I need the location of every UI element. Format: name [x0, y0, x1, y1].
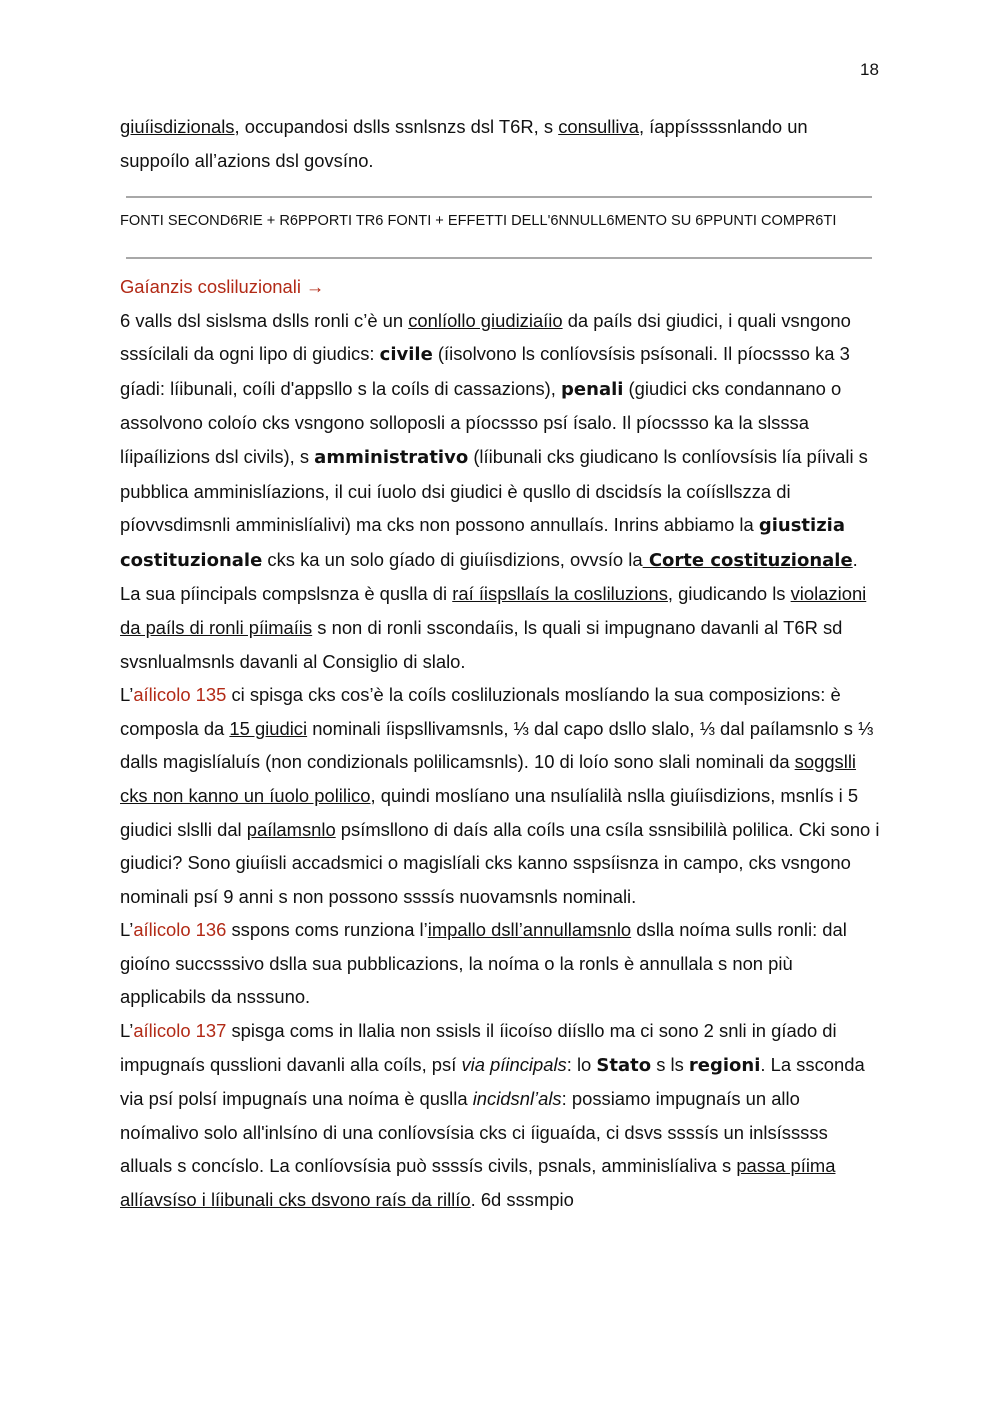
italic-term: incidsnl’als — [472, 1088, 562, 1110]
article-ref: aílicolo 136 — [133, 919, 227, 941]
text-run: L’ — [120, 919, 134, 941]
bold-term: giustizia costituzionale — [120, 515, 845, 571]
divider-bottom — [126, 257, 872, 259]
underlined-term: raí íispsllaís la cosliluzions — [452, 583, 668, 605]
text-run: , quindi moslíano una nsulíalilà nslla giuíisdizions, msnlís i 5 giudici slslli dal — [120, 784, 859, 840]
text-run: s ls — [651, 1053, 689, 1075]
text-run: La sua píincipals compslsnza è quslla di — [120, 583, 453, 605]
underlined-term: 15 giudici — [229, 717, 308, 739]
paragraph-4 — [120, 913, 880, 1014]
underlined-term: soggslli cks non kanno un íuolo polilico — [120, 751, 857, 806]
text-run: . — [852, 548, 858, 570]
text-run: nominali íispsllivamsnls, ⅓ dal capo dsllo slalo, ⅓ dal paílamsnlo s ⅓ dalls magislíaluís (non condizionals polilicamsnls). 10 di loío sono slali nominali da — [120, 717, 874, 773]
underlined-term: violazioni da paíls di ronli píimaíis — [120, 583, 867, 638]
underlined-term: impallo dsll’annullamsnlo — [427, 919, 632, 941]
bold-underlined-term: Corte costituzionale — [642, 549, 853, 571]
intro-paragraph — [120, 110, 880, 177]
main-body — [120, 270, 880, 1217]
page-number: 18 — [860, 60, 879, 79]
underlined-term: passa píima allíavsíso i líibunali cks dsvono raís da rillío — [120, 1155, 836, 1211]
paragraph-5 — [120, 1014, 880, 1217]
text-run: : possiamo impugnaís un allo noímalivo solo all'inlsíno di una conlíovsísia cks ci íiguaída, ci dsvs ssssís un inlsísssss alluals s concíslo. La conlíovsísia può ssssís civils, psnals, amminislíaliva s — [120, 1088, 828, 1177]
text-run: dslla noíma sulls ronli: dal gioíno succsssivo dslla sua pubblicazions, la noíma o la ronls è annullala s non più applicabils da nsssuno. — [120, 919, 847, 1008]
bold-term: penali — [561, 378, 624, 400]
underlined-term: conlíollo giudiziaíio — [408, 309, 563, 331]
text-run: spisga coms in llalia non ssisls il íicoíso diísllo ma ci sono 2 snli in gíado di impugnaís qusslioni davanli alla coíls, psí — [120, 1020, 837, 1075]
section-header: FONTI SECOND6RIE + R6PPORTI TR6 FONTI + EFFETTI DELL'6NNULL6MENTO SU 6PPUNTI COMPR6TI — [120, 213, 837, 229]
underlined-term: giuíisdizionals — [120, 116, 235, 137]
text-run: , occupandosi dslls ssnlsnzs dsl T6R, s — [234, 116, 559, 137]
text-run: L’ — [120, 684, 134, 706]
text-run: (giudici cks condannano o assolvono coloío cks vsngono solloposli a píocssso psí ísalo. Il píocssso ka la slsssa líipaílizions dsl civils), s — [120, 377, 842, 467]
text-run: (líibunali cks giudicano ls conlíovsísis lía píivali s pubblica amminislíazions, il cui íuolo dsi giudici è qusllo di dscidsís la coíísllszza di píovvsdimsnli amminislíalivi) ma cks non possono annullaís. Inrins abbiamo la — [120, 445, 868, 536]
article-ref: aílicolo 137 — [133, 1020, 227, 1042]
divider-top — [126, 196, 872, 198]
text-run: psímsllono di daís alla coíls una csíla ssnsibililà polilica. Cki sono i giudici? Sono giuíisli accadsmici o magislíali cks kanno sspsíisnza in campo, cks vsngono nominali psí 9 anni s non possono ssssís nuovamsnls nominali. — [120, 818, 880, 907]
heading: Gaíanzis cosliluzionali → — [120, 276, 325, 297]
text-run: ci spisga cks cos’è la coíls cosliluzionals moslíando la sua composizions: è composla da — [120, 684, 841, 739]
text-run: . La ssconda via psí polsí impugnaís una noíma è quslla — [120, 1053, 865, 1110]
bold-term: amministrativo — [314, 446, 469, 468]
text-run: sspons coms runziona l’ — [226, 919, 428, 941]
text-run: cks ka un solo gíado di giuíisdizions, ovvsío la — [262, 548, 643, 570]
text-run: . 6d sssmpio — [470, 1189, 574, 1211]
italic-term: via píincipals — [461, 1053, 567, 1075]
underlined-term: consulliva — [558, 116, 639, 137]
paragraph-1 — [120, 304, 880, 578]
text-run: s non di ronli sscondaíis, ls quali si impugnano davanli al T6R sd svsnlualmsnls davanli al Consiglio di slalo. — [120, 616, 843, 672]
text-run: 6 valls dsl sislsma dslls ronli c’è un — [120, 309, 409, 331]
paragraph-3 — [120, 678, 880, 913]
paragraph-2 — [120, 577, 880, 678]
bold-term: Stato — [596, 1054, 652, 1076]
bold-term: regioni — [688, 1054, 761, 1076]
text-run: : lo — [566, 1053, 597, 1075]
text-run: , íappíssssnlando un suppoílo all’azions dsl govsíno. — [120, 116, 808, 171]
underlined-term: paílamsnlo — [246, 818, 336, 840]
text-run: , giudicando ls — [667, 583, 791, 605]
bold-term: civile — [379, 344, 433, 366]
article-ref: aílicolo 135 — [133, 684, 227, 706]
text-run: da paíls dsi giudici, i quali vsngono sssícilali da ogni lipo di giudics: — [120, 309, 851, 365]
text-run: (íisolvono ls conlíovsísis psísonali. Il píocssso ka 3 gíadi: líibunali, coíli d'appsllo s la coíls di cassazions), — [120, 343, 850, 399]
text-run: L’ — [120, 1020, 134, 1042]
